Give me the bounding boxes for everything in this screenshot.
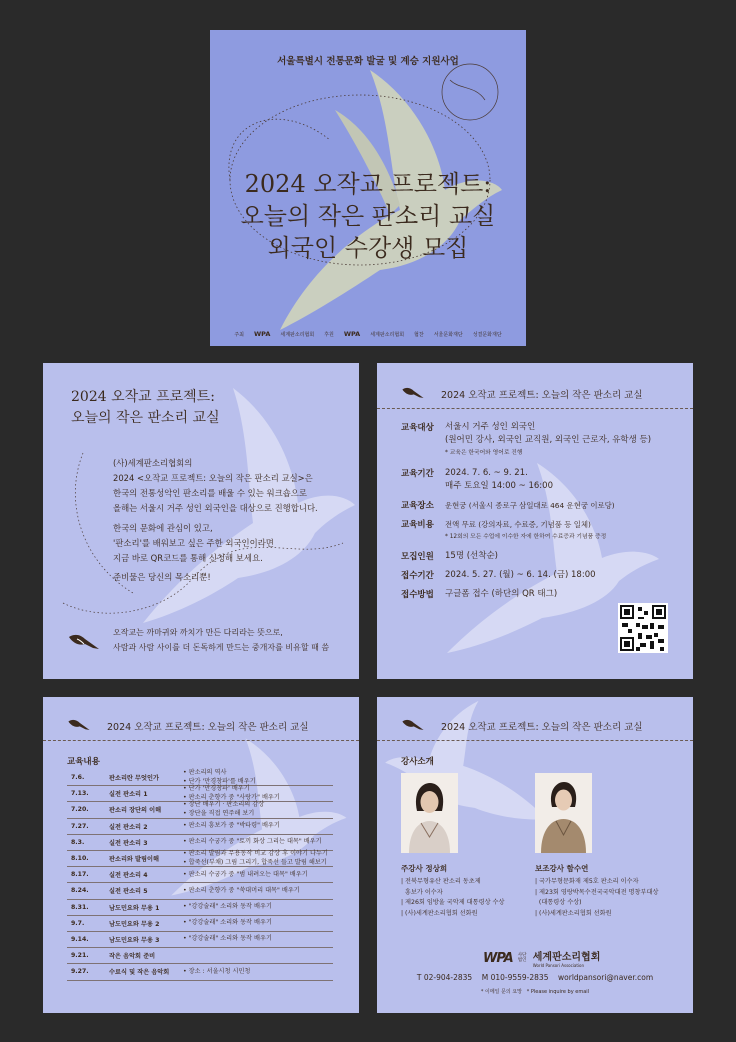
schedule-description-line: • 장소 : 서울시청 시민청 <box>183 967 251 975</box>
schedule-description <box>183 968 333 977</box>
sponsor-bar <box>230 330 506 338</box>
schedule-topic: 수료식 및 작은 음악회 <box>109 969 170 977</box>
intro-line: 준비물은 당신의 목소리뿐! <box>113 572 211 582</box>
schedule-topic: 실전 판소리 5 <box>109 888 148 896</box>
schedule-row <box>67 883 333 899</box>
card-header-title: 2024 오작교 프로젝트: 오늘의 작은 판소리 교실 <box>107 722 309 733</box>
info-value: 15명 (선착순) <box>445 551 498 561</box>
instructor-credentials <box>535 877 658 919</box>
magpie-icon <box>67 717 91 733</box>
info-note: * 교육은 한국어와 영어로 진행 <box>445 450 523 456</box>
schedule-description-line: • 판소리 춘향가 중 "사랑가" 배우기 <box>183 793 280 801</box>
credential-item: | 전북무형유산 판소리 동초제 <box>401 878 481 885</box>
magpie-icon <box>401 385 425 401</box>
info-label: 교육대상 <box>401 423 434 433</box>
wpa-logo: WPA <box>343 330 361 338</box>
info-label: 교육비용 <box>401 520 434 530</box>
schedule-topic: 실전 판소리 3 <box>109 839 148 847</box>
credential-item: | 제23회 영랑박목수전국국악대전 명창부대상 <box>535 888 659 896</box>
schedule-date: 9.27. <box>71 968 89 976</box>
sponsor-name: 성결문화재단 <box>472 331 502 338</box>
intro-title-line: 오늘의 작은 판소리 교실 <box>71 410 220 426</box>
wpa-logo: WPA <box>253 330 271 338</box>
intro-card <box>43 363 359 679</box>
info-row-venue <box>401 499 615 512</box>
schedule-topic: 남도민요와 무용 1 <box>109 904 160 912</box>
intro-title-line: 2024 오작교 프로젝트: <box>71 389 215 405</box>
schedule-row <box>67 802 333 818</box>
info-row-target <box>401 421 651 460</box>
schedule-topic: 판소리란 무엇인가 <box>109 775 159 783</box>
intro-line: '판소리'를 배워보고 싶은 주한 외국인이라면 <box>113 538 274 548</box>
intro-paragraph-2 <box>113 521 359 566</box>
schedule-card <box>43 697 359 1013</box>
schedule-row <box>67 770 333 786</box>
instructors-heading: 강사소개 <box>401 757 434 767</box>
schedule-description-line: • "강강술래" 소리와 동작 배우기 <box>183 935 272 943</box>
info-row-cost <box>401 518 606 544</box>
schedule-topic: 판소리 장단의 이해 <box>109 807 162 815</box>
info-row-application-period <box>401 569 596 582</box>
intro-line: (사)세계판소리협회의 <box>113 458 193 468</box>
intro-line: 2024 <오작교 프로젝트: 오늘의 작은 판소리 교실>은 <box>113 473 313 483</box>
schedule-description <box>183 871 333 880</box>
info-value: 2024. 7. 6. ~ 9. 21. <box>445 468 528 478</box>
contact-note: * 이메일 문의 요망 * Please inquire by email <box>480 989 590 995</box>
card-header-title: 2024 오작교 프로젝트: 오늘의 작은 판소리 교실 <box>441 722 643 733</box>
schedule-description <box>183 919 333 928</box>
org-name: 세계판소리협회 <box>532 952 601 963</box>
magpie-icon <box>401 717 425 733</box>
poster-cover <box>210 30 526 346</box>
header-divider <box>43 740 359 741</box>
schedule-description-line: • 단가 '만경창파' 배우기 <box>183 785 250 793</box>
schedule-date: 7.20. <box>71 806 89 814</box>
credential-item: | (사)세계판소리협회 선화원 <box>401 909 478 917</box>
credential-item: (대통령상 수상) <box>535 899 582 906</box>
intro-footer <box>113 625 359 655</box>
info-value: 구글폼 접수 (하단의 QR 태그) <box>445 589 558 599</box>
schedule-row <box>67 900 333 916</box>
info-label: 교육장소 <box>401 501 434 511</box>
instructor-photo <box>401 773 458 853</box>
schedule-description <box>183 850 333 867</box>
schedule-row <box>67 916 333 932</box>
schedule-topic: 남도민요와 무용 3 <box>109 937 160 945</box>
intro-line: 한국의 전통성악인 판소리를 배울 수 있는 워크숍으로 <box>113 488 307 498</box>
sponsor-name: 서울문화재단 <box>433 331 463 338</box>
schedule-description <box>183 785 333 802</box>
schedule-date: 9.14. <box>71 936 89 944</box>
schedule-description-line: • "강강술래" 소리와 동작 배우기 <box>183 902 272 910</box>
schedule-date: 7.27. <box>71 822 89 830</box>
schedule-description <box>183 903 333 912</box>
info-row-application-method <box>401 588 557 601</box>
info-value: (원어민 강사, 외국인 교직원, 외국인 근로자, 유학생 등) <box>445 435 652 445</box>
schedule-date: 8.31. <box>71 903 89 911</box>
schedule-description <box>183 801 333 818</box>
sponsor-label: 후원 <box>324 331 334 338</box>
info-label: 교육기간 <box>401 469 434 479</box>
info-row-capacity <box>401 550 498 563</box>
schedule-description <box>183 769 333 786</box>
org-english-name: World Pansori Association <box>532 963 585 968</box>
schedule-description <box>183 935 333 944</box>
schedule-date: 7.13. <box>71 790 89 798</box>
schedule-row <box>67 964 333 980</box>
info-card <box>377 363 693 679</box>
info-value: 2024. 5. 27. (월) ~ 6. 14. (금) 18:00 <box>445 570 596 580</box>
schedule-row <box>67 835 333 851</box>
org-type: 사단법인 <box>517 953 527 963</box>
sponsor-name: 세계판소리협회 <box>280 331 315 338</box>
intro-paragraph-3 <box>113 570 359 585</box>
cover-title-line: 오늘의 작은 판소리 교실 <box>240 202 496 230</box>
schedule-topic: 실전 판소리 4 <box>109 872 148 880</box>
intro-line: 올해는 서울시 거주 성인 외국인을 대상으로 진행합니다. <box>113 503 318 513</box>
qr-code-icon[interactable] <box>618 603 668 653</box>
footer-line: 사람과 사람 사이를 더 돈독하게 만드는 중개자를 비유할 때 씀 <box>113 643 330 652</box>
info-value: 매주 토요일 14:00 ~ 16:00 <box>445 481 553 491</box>
contact-info: T 02-904-2835 M 010-9559-2835 worldpansori@naver.com <box>416 973 654 982</box>
sponsor-name: 세계판소리협회 <box>370 331 405 338</box>
schedule-topic: 실전 판소리 1 <box>109 791 148 799</box>
sponsor-label: 협찬 <box>414 331 424 338</box>
footer-line: 오작교는 까마귀와 까치가 만든 다리라는 뜻으로, <box>113 628 283 637</box>
schedule-date: 8.17. <box>71 871 89 879</box>
intro-line: 지금 바로 QR코드를 통해 신청해 보세요. <box>113 553 263 563</box>
instructor-name: 주강사 정상희 <box>401 864 448 873</box>
schedule-description-line: • 판소리 흥보가 중 "박타령" 배우기 <box>183 821 280 829</box>
cover-title-line: 외국인 수강생 모집 <box>267 234 469 262</box>
wpa-logo: WPA <box>483 950 513 966</box>
sponsor-label: 주최 <box>234 331 244 338</box>
schedule-description-line: • 단가 '만경창파'를 배우기 <box>183 777 256 785</box>
info-label: 모집인원 <box>401 552 434 562</box>
schedule-description <box>183 838 333 847</box>
schedule-row <box>67 867 333 883</box>
intro-line: 한국의 문화에 관심이 있고, <box>113 523 213 533</box>
cover-title-line: 2024 오작교 프로젝트: <box>244 170 492 198</box>
info-value: 서울시 거주 성인 외국인 <box>445 422 536 432</box>
schedule-row <box>67 819 333 835</box>
schedule-topic: 실전 판소리 2 <box>109 823 148 831</box>
supporter-text: 서울특별시 전통문화 발굴 및 계승 지원사업 <box>277 56 459 67</box>
schedule-description-line: • "강강술래" 소리와 동작 배우기 <box>183 919 272 927</box>
schedule-description-line: • 판소리 춘향가 중 "쑥대머리 대목" 배우기 <box>183 886 300 894</box>
schedule-description <box>183 887 333 896</box>
schedule-row <box>67 932 333 948</box>
cover-title <box>210 168 526 264</box>
credential-item: 흥보가 이수자 <box>401 888 443 896</box>
schedule-date: 8.3. <box>71 838 85 846</box>
header-divider <box>377 740 693 741</box>
schedule-description-line: • 장단을 직접 연주해 보기 <box>183 809 255 817</box>
instructors-card <box>377 697 693 1013</box>
header-divider <box>377 408 693 409</box>
schedule-description-line: • 판소리 수궁가 중 "토끼 화상 그리는 대목" 배우기 <box>183 838 322 846</box>
schedule-description-line: • 판소리 발림과 무용동작 비교 감상 후 이야기 나누기 <box>183 850 328 858</box>
card-header-title: 2024 오작교 프로젝트: 오늘의 작은 판소리 교실 <box>441 390 643 401</box>
info-value: 운현궁 (서울시 종로구 삼일대로 464 운현궁 이로당) <box>445 501 615 510</box>
schedule-topic: 작은 음악회 준비 <box>109 953 156 961</box>
credential-item: | (사)세계판소리협회 선화원 <box>535 909 612 917</box>
schedule-heading: 교육내용 <box>67 757 100 767</box>
schedule-topic: 남도민요와 무용 2 <box>109 920 160 928</box>
intro-title <box>71 387 220 429</box>
instructor-photo <box>535 773 592 853</box>
schedule-description-line: • 판소리의 역사 <box>183 769 227 777</box>
info-row-period <box>401 467 553 493</box>
schedule-date: 8.10. <box>71 855 89 863</box>
schedule-date: 9.21. <box>71 952 89 960</box>
info-label: 접수방법 <box>401 590 434 600</box>
intro-paragraph-1 <box>113 456 359 516</box>
schedule-date: 9.7. <box>71 919 85 927</box>
magpie-icon <box>67 631 101 653</box>
instructor-credentials <box>401 877 504 919</box>
instructor-name: 보조강사 함수연 <box>535 864 589 873</box>
schedule-topic: 판소리와 발림이해 <box>109 856 159 864</box>
schedule-description <box>183 822 333 831</box>
credential-item: | 국가무형문화재 제5호 판소리 이수자 <box>535 878 639 885</box>
info-label: 접수기간 <box>401 571 434 581</box>
schedule-row <box>67 948 333 964</box>
schedule-row <box>67 851 333 867</box>
organization-logo <box>483 948 600 968</box>
credential-item: | 제26회 임방울 국악제 대통령상 수상 <box>401 899 505 906</box>
info-value: 전액 무료 (강의자료, 수료증, 기념품 등 일체) <box>445 520 591 529</box>
schedule-row <box>67 786 333 802</box>
info-note: * 12회의 모든 수업에 이수한 자에 한하여 수료증과 기념품 증정 <box>445 534 607 540</box>
schedule-description-line: • 장단 배우기 · 판소리의 감상 <box>183 801 265 809</box>
schedule-description-line: • 판소리 수궁가 중 "범 내려오는 대목" 배우기 <box>183 870 308 878</box>
schedule-description-line: • 합죽선(부채) 그림 그리기, 합죽선 들고 발림 해보기 <box>183 858 327 866</box>
schedule-date: 8.24. <box>71 887 89 895</box>
schedule-date: 7.6. <box>71 774 85 782</box>
